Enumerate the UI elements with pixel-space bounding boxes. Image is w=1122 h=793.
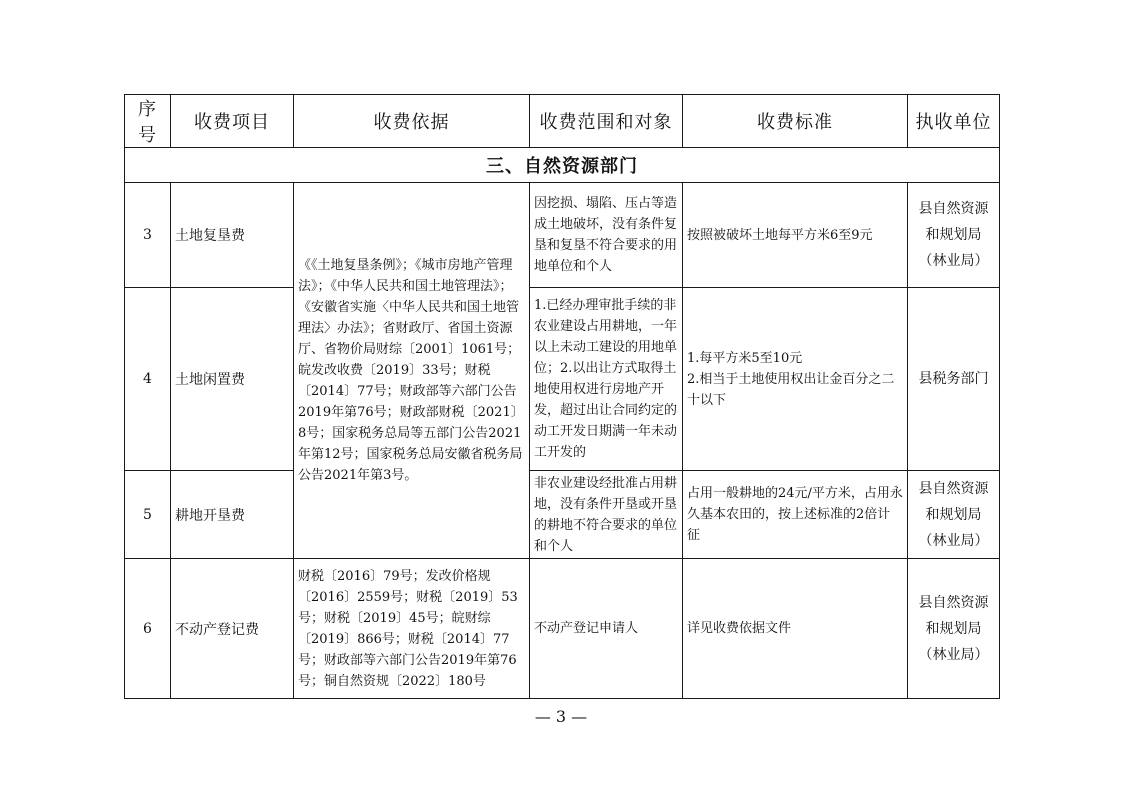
row-standard: 详见收费依据文件: [683, 559, 908, 699]
header-item: 收费项目: [171, 95, 294, 148]
row-scope: 不动产登记申请人: [530, 559, 683, 699]
row-no: 6: [125, 559, 171, 699]
row-scope: 非农业建设经批准占用耕地，没有条件开垦或开垦的耕地不符合要求的单位和个人: [530, 471, 683, 559]
row-item: 土地复垦费: [171, 183, 294, 288]
row-unit: 县自然资源和规划局（林业局）: [908, 559, 1000, 699]
row-standard: 按照被破坏土地每平方米6至9元: [683, 183, 908, 288]
header-row: [125, 95, 1000, 148]
page-number: — 3 —: [534, 707, 588, 726]
shared-basis-cell: 《《土地复垦条例》；《城市房地产管理法》；《中华人民共和国土地管理法》；《安徽省实施〈中华人民共和国土地管理法〉办法》；省财政厅、省国土资源厅、省物价局财综〔2001〕1061号；皖发改收费〔2019〕33号；财税〔2014〕77号；财政部等六部门公告2019年第76号；财政部财税〔2021〕8号；国家税务总局等五部门公告2021年第12号；国家税务总局安徽省税务局公告2021年第3号。: [294, 183, 530, 559]
table-row: [125, 288, 1000, 471]
row-scope: 1.已经办理审批手续的非农业建设占用耕地，一年以上未动工建设的用地单位；2.以出让方式取得土地使用权进行房地产开发，超过出让合同约定的动工开发日期满一年未动工开发的: [530, 288, 683, 471]
row-item: 耕地开垦费: [171, 471, 294, 559]
header-standard: 收费标准: [683, 95, 908, 148]
header-basis: 收费依据: [294, 95, 530, 148]
header-no: 序号: [125, 95, 171, 148]
row-unit: 县自然资源和规划局（林业局）: [908, 183, 1000, 288]
row-item: 土地闲置费: [171, 288, 294, 471]
row-no: 4: [125, 288, 171, 471]
section-row: [125, 148, 1000, 183]
section-title: 三、自然资源部门: [125, 148, 1000, 183]
fee-table: [124, 94, 1000, 699]
row-standard: 1.每平方米5至10元 2.相当于土地使用权出让金百分之二十以下: [683, 288, 908, 471]
row-basis: 财税〔2016〕79号；发改价格规〔2016〕2559号；财税〔2019〕53号；财税〔2019〕45号；皖财综〔2019〕866号；财税〔2014〕77号；财政部等六部门公告2019年第76号；铜自然资规〔2022〕180号: [294, 559, 530, 699]
row-standard: 占用一般耕地的24元/平方米，占用永久基本农田的，按上述标准的2倍计征: [683, 471, 908, 559]
table-row: [125, 559, 1000, 699]
row-no: 5: [125, 471, 171, 559]
row-scope: 因挖损、塌陷、压占等造成土地破坏，没有条件复垦和复垦不符合要求的用地单位和个人: [530, 183, 683, 288]
table-row: [125, 183, 1000, 288]
header-unit: 执收单位: [908, 95, 1000, 148]
row-no: 3: [125, 183, 171, 288]
row-unit: 县税务部门: [908, 288, 1000, 471]
table-row: [125, 471, 1000, 559]
row-unit: 县自然资源和规划局（林业局）: [908, 471, 1000, 559]
row-item: 不动产登记费: [171, 559, 294, 699]
header-scope: 收费范围和对象: [530, 95, 683, 148]
